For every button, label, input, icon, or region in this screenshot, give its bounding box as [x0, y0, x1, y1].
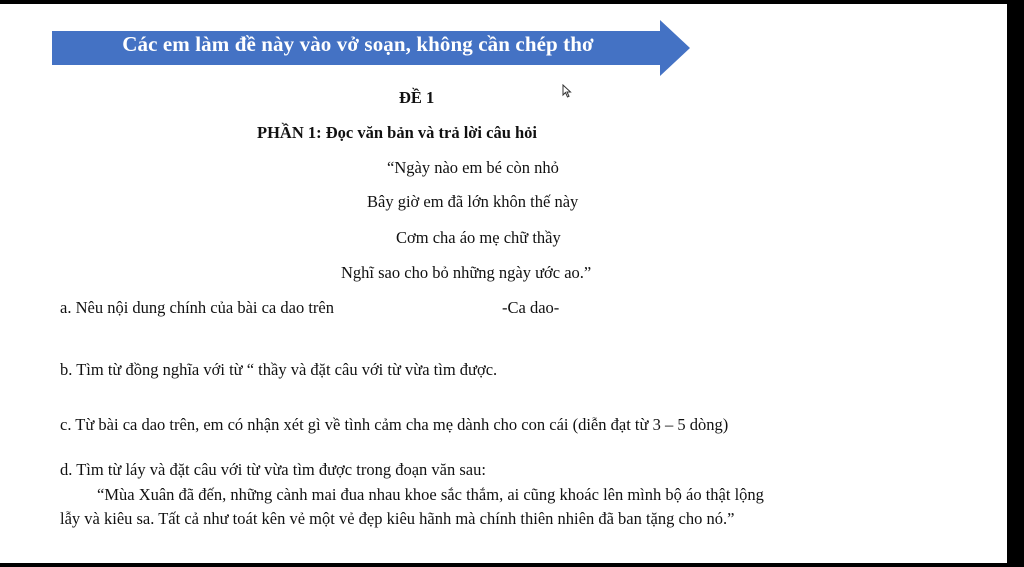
poem-line: Bây giờ em đã lớn khôn thế này [367, 192, 579, 211]
question-d: d. Tìm từ láy và đặt câu với từ vừa tìm được trong đoạn văn sau: [60, 460, 486, 479]
mouse-cursor-icon [562, 84, 572, 98]
passage-line: “Mùa Xuân đã đến, những cành mai đua nhau khoe sắc thắm, ai cũng khoác lên mình bộ áo thật lộng [97, 485, 764, 504]
question-c: c. Từ bài ca dao trên, em có nhận xét gì về tình cảm cha mẹ dành cho con cái (diễn đạt từ 3 – 5 dòng) [60, 415, 729, 434]
poem-line: “Ngày nào em bé còn nhỏ [387, 158, 559, 177]
poem-line: Cơm cha áo mẹ chữ thầy [396, 228, 561, 247]
poem-line: Nghĩ sao cho bỏ những ngày ước ao.” [341, 263, 592, 282]
document-page [0, 4, 1007, 563]
de-title: ĐỀ 1 [399, 88, 435, 107]
question-b: b. Tìm từ đồng nghĩa với từ “ thầy và đặt câu với từ vừa tìm được. [60, 360, 498, 379]
part1-title: PHẦN 1: Đọc văn bản và trả lời câu hỏi [257, 123, 538, 142]
passage-line: lẫy và kiêu sa. Tất cả như toát kên vẻ một vẻ đẹp kiêu hãnh mà chính thiên nhiên đã ban tặng cho nó.” [60, 509, 735, 528]
instruction-banner [52, 20, 690, 76]
question-a: a. Nêu nội dung chính của bài ca dao trên [60, 298, 334, 317]
question-a-source: -Ca dao- [502, 298, 560, 317]
banner-text: Các em làm đề này vào vở soạn, không cần chép thơ [122, 32, 594, 56]
